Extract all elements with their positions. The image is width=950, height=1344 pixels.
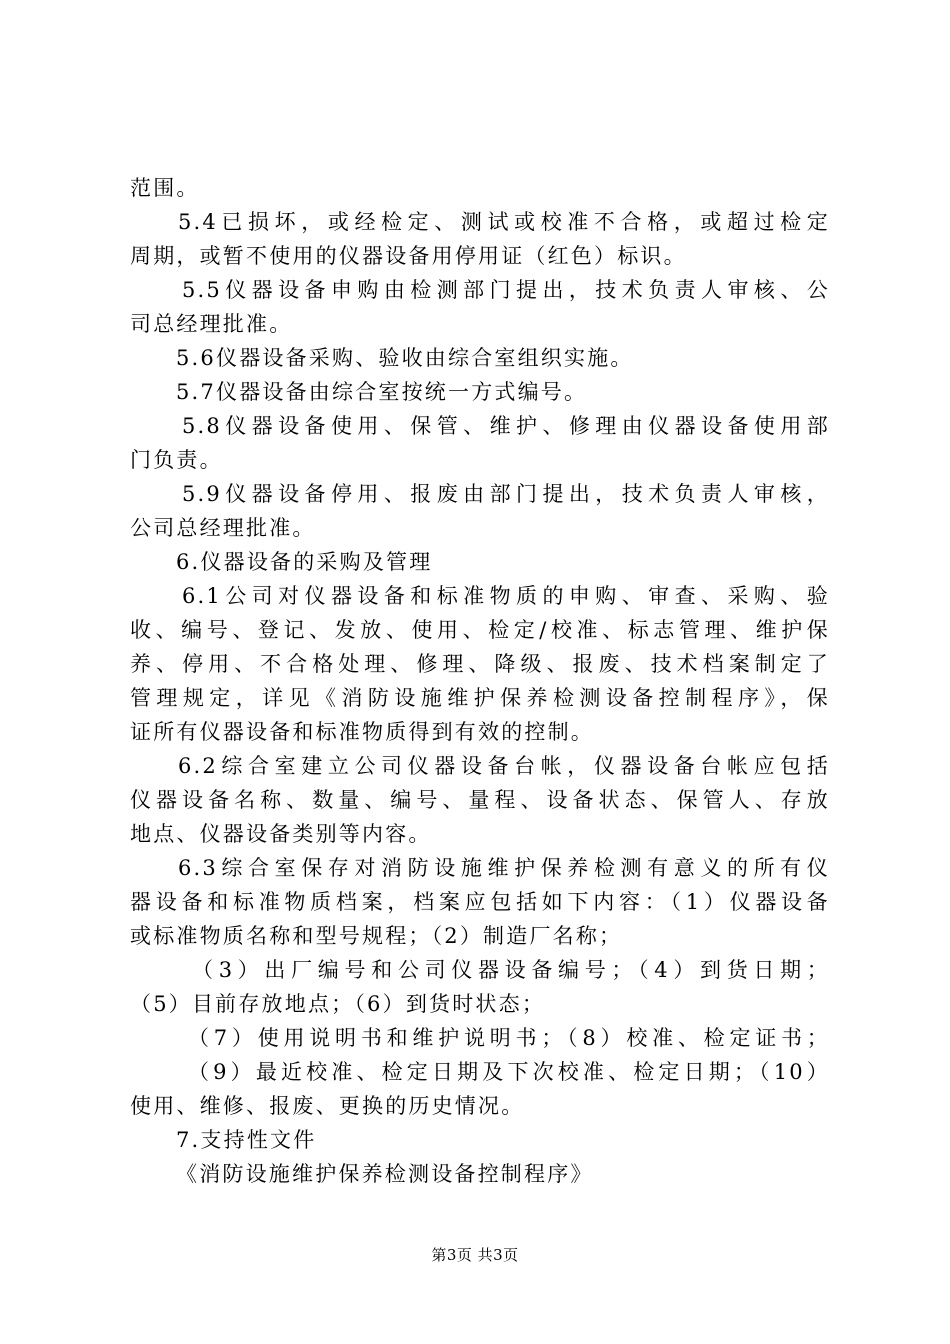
document-line: （3）出厂编号和公司仪器设备编号；（4）到货日期；: [192, 958, 830, 982]
document-line: 证所有仪器设备和标准物质得到有效的控制。: [130, 720, 594, 744]
document-line: 《消防设施维护保养检测设备控制程序》: [176, 1162, 594, 1186]
document-line: 范围。: [130, 176, 200, 200]
page-footer: 第3页 共3页: [431, 1246, 519, 1264]
document-line: 6.1公司对仪器设备和标准物质的申购、审查、采购、验: [182, 584, 830, 608]
document-line: 5.9仪器设备停用、报废由部门提出，技术负责人审核，: [182, 482, 830, 506]
document-line: 器设备和标准物质档案，档案应包括如下内容：（1）仪器设备: [130, 890, 830, 914]
document-line: 5.5仪器设备申购由检测部门提出，技术负责人审核、公: [182, 278, 830, 302]
document-line: 收、编号、登记、发放、使用、检定/校准、标志管理、维护保: [130, 618, 830, 642]
document-line: 仪器设备名称、数量、编号、量程、设备状态、保管人、存放: [130, 788, 830, 812]
document-line: 5.7仪器设备由综合室按统一方式编号。: [176, 380, 588, 404]
document-line: 养、停用、不合格处理、修理、降级、报废、技术档案制定了: [130, 652, 830, 676]
document-line: （9）最近校准、检定日期及下次校准、检定日期；（10）: [188, 1060, 830, 1084]
document-line: 或标准物质名称和型号规程；（2）制造厂名称；: [130, 924, 623, 948]
document-line: 7.支持性文件: [176, 1128, 317, 1152]
document-line: 使用、维修、报废、更换的历史情况。: [130, 1094, 525, 1118]
document-line: 门负责。: [130, 448, 223, 472]
document-line: 5.8仪器设备使用、保管、维护、修理由仪器设备使用部: [182, 414, 830, 438]
document-line: 6.仪器设备的采购及管理: [176, 550, 433, 574]
document-line: （5）目前存放地点；（6）到货时状态；: [130, 992, 546, 1016]
document-line: 地点、仪器设备类别等内容。: [130, 822, 432, 846]
document-line: （7）使用说明书和维护说明书；（8）校准、检定证书；: [188, 1026, 830, 1050]
document-line: 周期，或暂不使用的仪器设备用停用证（红色）标识。: [130, 244, 687, 268]
document-line: 管理规定，详见《消防设施维护保养检测设备控制程序》，保: [130, 686, 830, 710]
document-line: 6.3综合室保存对消防设施维护保养检测有意义的所有仪: [178, 856, 830, 880]
document-body: [130, 171, 830, 1191]
document-line: 5.6仪器设备采购、验收由综合室组织实施。: [176, 346, 634, 370]
document-line: 司总经理批准。: [130, 312, 293, 336]
document-line: 5.4已损坏，或经检定、测试或校准不合格，或超过检定: [178, 210, 830, 234]
document-line: 6.2综合室建立公司仪器设备台帐，仪器设备台帐应包括: [178, 754, 830, 778]
document-line: 公司总经理批准。: [130, 516, 316, 540]
